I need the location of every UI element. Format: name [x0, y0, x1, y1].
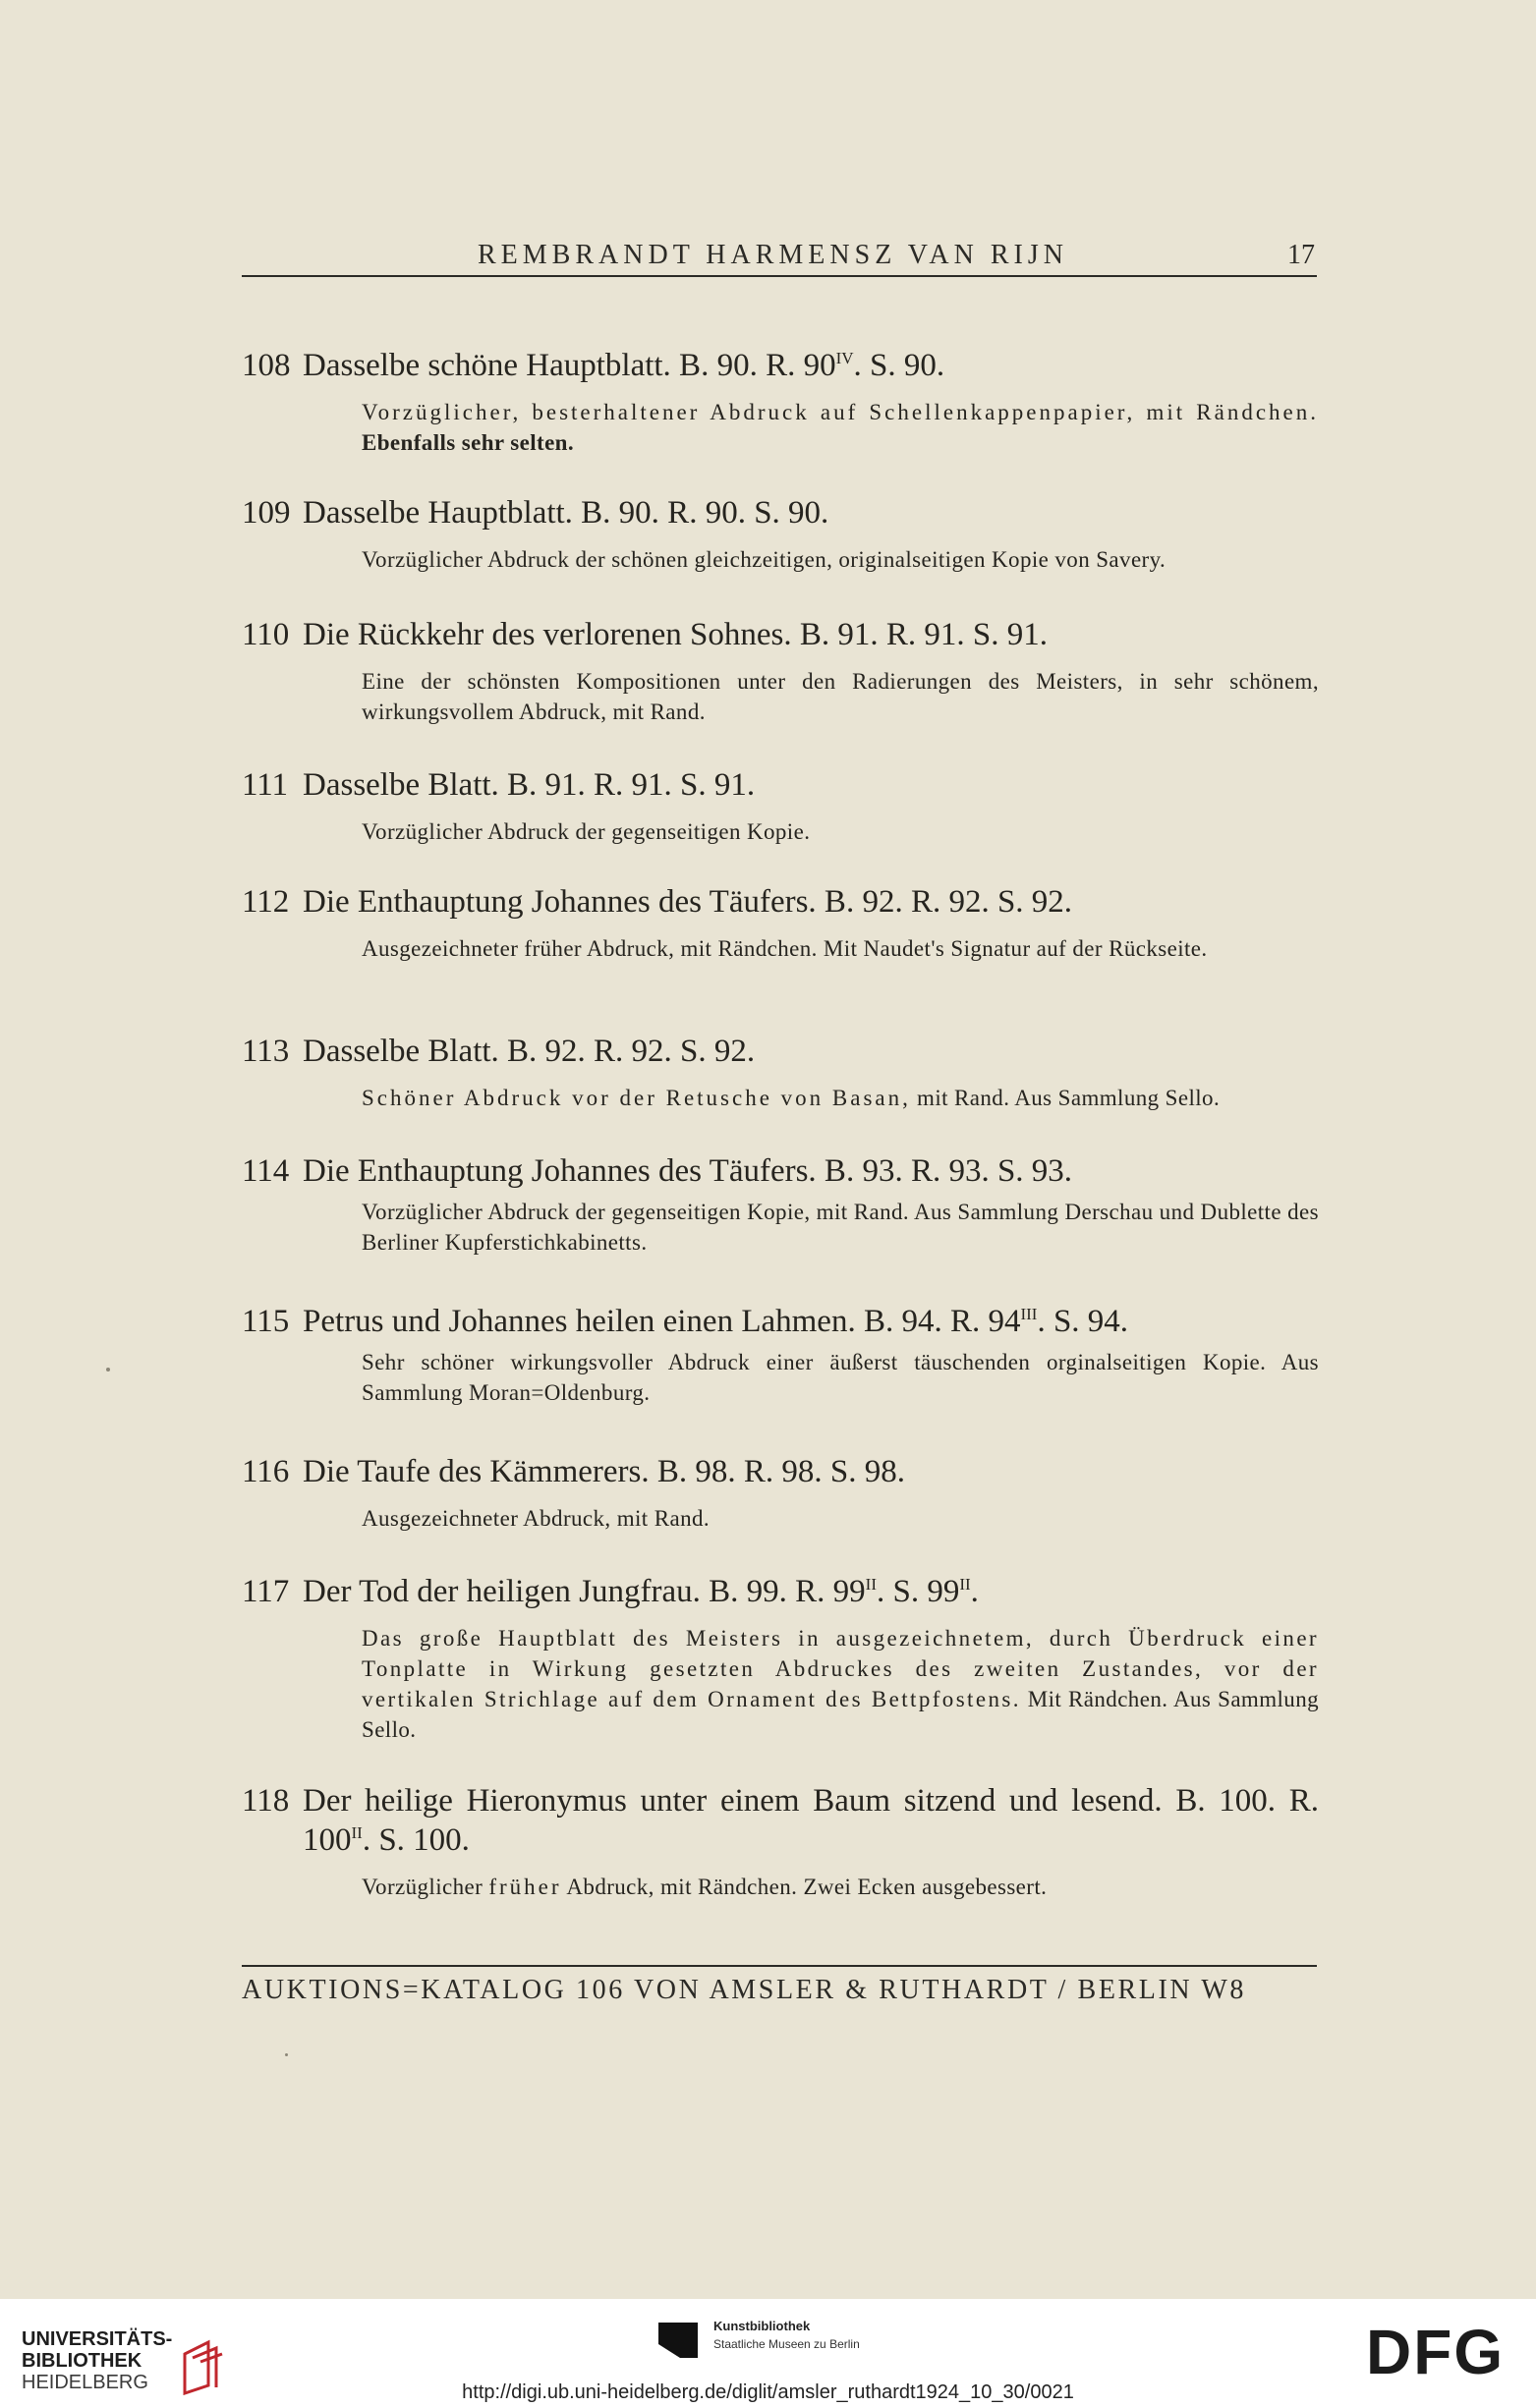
entry-description: Vorzüglicher Abdruck der gegenseitigen Kopie. [362, 819, 811, 844]
entry-title: Der heilige Hieronymus unter einem Baum sitzend und lesend. B. 100. R. $100^{II}$. S. 100. [303, 1783, 1319, 1858]
entry-title: Petrus und Johannes heilen einen Lahmen. B. 94. R. $94^{III}$. S. 94. [303, 1304, 1129, 1339]
entry-title: Dasselbe schöne Hauptblatt. B. 90. R. $90^{IV}$. S. 90. [303, 348, 945, 383]
entry-description: Das große Hauptblatt des Meisters in ausgezeichnetem, durch Überdruck einer Tonplatte in Wirkung gesetzten Abdruckes des zweiten Zustandes, vor der vertikalen Strichlage auf dem Ornament des Bettpfostens. Mit Rändchen. Aus Sammlung Sello. [362, 1626, 1319, 1742]
catalog-entry [242, 493, 1319, 575]
entry-title: Die Enthauptung Johannes des Täufers. B. 92. R. 92. S. 92. [303, 884, 1073, 920]
entry-title: Die Taufe des Kämmerers. B. 98. R. 98. S. 98. [303, 1454, 905, 1489]
kunstbibliothek-name: Kunstbibliothek [713, 2319, 811, 2333]
kunstbibliothek-mark-icon [656, 2319, 704, 2362]
entry-description: Vorzüglicher Abdruck der gegenseitigen Kopie, mit Rand. Aus Sammlung Derschau und Dublette des Berliner Kupferstichkabinetts. [362, 1200, 1319, 1255]
entry-number: 109 [242, 495, 291, 531]
entry-title: Die Enthauptung Johannes des Täufers. B. 93. R. 93. S. 93. [303, 1153, 1073, 1189]
entry-title: Dasselbe Hauptblatt. B. 90. R. 90. S. 90. [303, 495, 829, 531]
entry-description: Ausgezeichneter Abdruck, mit Rand. [362, 1506, 711, 1531]
entry-number: 112 [242, 884, 290, 920]
dfg-logo[interactable]: DFG [1366, 2317, 1506, 2387]
catalog-entry [242, 1452, 1319, 1534]
footer-imprint: AUKTIONS=KATALOG 106 VON AMSLER & RUTHARDT / BERLIN W8 [242, 1975, 1246, 2005]
catalog-entry [242, 615, 1319, 727]
entry-title: Dasselbe Blatt. B. 91. R. 91. S. 91. [303, 767, 756, 803]
entry-number: 114 [242, 1153, 290, 1189]
entry-description: Sehr schöner wirkungsvoller Abdruck einer äußerst täuschenden orginalseitigen Kopie. Aus Sammlung Moran=Oldenburg. [362, 1350, 1319, 1405]
running-head [242, 240, 1317, 277]
entry-description: Vorzüglicher, besterhaltener Abdruck auf Schellenkappenpapier, mit Rändchen. Ebenfalls sehr selten. [362, 400, 1319, 455]
catalog-entry [242, 1302, 1319, 1408]
entry-title: Der Tod der heiligen Jungfrau. B. 99. R. $99^{II}$. S. $99^{II}$. [303, 1574, 979, 1609]
paper-speck [285, 2053, 288, 2056]
entry-number: 116 [242, 1454, 290, 1489]
running-head-title: REMBRANDT HARMENSZ VAN RIJN [478, 240, 1068, 270]
entry-description: Eine der schönsten Kompositionen unter den Radierungen des Meisters, in sehr schönem, wirkungsvollem Abdruck, mit Rand. [362, 669, 1319, 724]
catalog-entry [242, 1781, 1319, 1902]
entry-number: 110 [242, 617, 290, 652]
paper-speck [106, 1368, 110, 1372]
library-name-line-1: UNIVERSITÄTS- [22, 2328, 173, 2350]
catalog-entry [242, 346, 1319, 458]
permalink-url[interactable]: http://digi.ub.uni-heidelberg.de/diglit/amsler_ruthardt1924_10_30/0021 [462, 2381, 1074, 2403]
entry-number: 111 [242, 767, 289, 803]
entry-description: Schöner Abdruck vor der Retusche von Basan, mit Rand. Aus Sammlung Sello. [362, 1086, 1221, 1110]
library-name-line-2: BIBLIOTHEK [22, 2350, 142, 2372]
page-number: 17 [1287, 240, 1315, 270]
entry-description: Vorzüglicher Abdruck der schönen gleichzeitigen, originalseitigen Kopie von Savery. [362, 547, 1166, 572]
catalog-entry [242, 1032, 1319, 1113]
viewer-footer-bar [0, 2299, 1536, 2408]
entry-number: 115 [242, 1304, 290, 1339]
entry-number: 108 [242, 348, 291, 383]
catalog-entry [242, 882, 1319, 964]
entry-title: Dasselbe Blatt. B. 92. R. 92. S. 92. [303, 1034, 756, 1069]
catalog-entry [242, 765, 1319, 847]
entry-number: 117 [242, 1574, 290, 1609]
footer-rule [242, 1965, 1317, 1967]
entry-description: Vorzüglicher früher Abdruck, mit Rändchen. Zwei Ecken ausgebessert. [362, 1875, 1048, 1899]
catalog-entry [242, 1572, 1319, 1745]
catalog-entry [242, 1151, 1319, 1258]
library-name-line-3: HEIDELBERG [22, 2372, 148, 2393]
entry-number: 113 [242, 1034, 290, 1069]
entry-description: Ausgezeichneter früher Abdruck, mit Rändchen. Mit Naudet's Signatur auf der Rückseite. [362, 936, 1208, 961]
kunstbibliothek-subtitle: Staatliche Museen zu Berlin [713, 2337, 860, 2351]
entry-title: Die Rückkehr des verlorenen Sohnes. B. 91. R. 91. S. 91. [303, 617, 1048, 652]
entry-number: 118 [242, 1783, 290, 1819]
